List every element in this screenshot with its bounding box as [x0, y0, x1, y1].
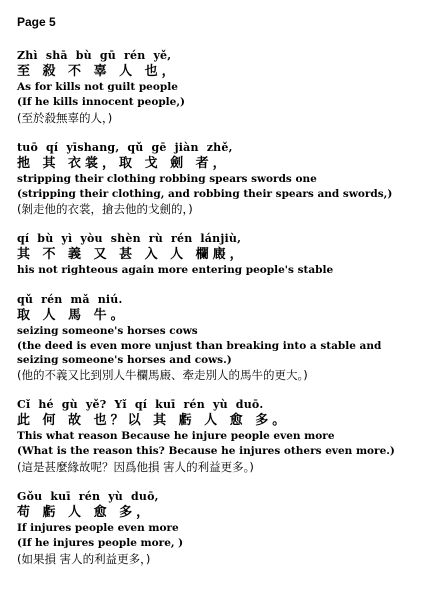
- verse-block-6: [17, 489, 417, 567]
- translation-line: (the deed is even more unjust than breaking into a stable and seizing someone's horses and cows.): [17, 340, 382, 366]
- translation-line: (If he kills innocent people,): [17, 96, 185, 108]
- chinese-translation-line: (如果損 害人的利益更多，): [17, 552, 151, 566]
- gloss-line: his not righteous again more entering people's stable: [17, 264, 334, 276]
- chinese-translation-line: (至於殺無辜的人，): [17, 111, 113, 125]
- chinese-translation-line: (他的不義又比到別人牛欄馬廄、牽走別人的馬牛的更大。): [17, 368, 308, 382]
- chinese-line: 至 殺 不 辜 人 也，: [17, 64, 179, 79]
- gloss-line: If injures people even more: [17, 522, 179, 534]
- document-page: [17, 14, 417, 581]
- verse-block-5: [17, 397, 417, 475]
- pinyin-line: qí bù yì yòu shèn rù rén lánjiù,: [17, 232, 242, 245]
- gloss-line: As for kills not guilt people: [17, 81, 178, 93]
- pinyin-line: Zhì shā bù gū rén yě,: [17, 49, 172, 62]
- pinyin-line: Cǐ hé gù yě? Yǐ qí kuī rén yù duō.: [17, 398, 264, 411]
- translation-line: (stripping their clothing, and robbing their spears and swords,): [17, 188, 393, 200]
- chinese-translation-line: (剝走他的衣裳，搶去他的戈劍的，): [17, 202, 193, 216]
- pinyin-line: Gǒu kuī rén yù duō,: [17, 490, 159, 503]
- chinese-line: 苟 虧 人 愈 多，: [17, 505, 154, 520]
- translation-line: (If he injures people more, ): [17, 537, 184, 549]
- chinese-translation-line: (這是甚麼緣故呢？因爲他損 害人的利益更多。): [17, 460, 254, 474]
- verse-block-1: [17, 48, 417, 126]
- chinese-line: 取 人 馬 牛。: [17, 308, 128, 323]
- chinese-line: 扡 其 衣裳，取 戈 劍 者，: [17, 156, 230, 171]
- pinyin-line: tuō qí yīshang, qǔ gē jiàn zhě,: [17, 141, 233, 154]
- chinese-line: 其 不 義 又 甚 入 人 欄廄，: [17, 247, 247, 262]
- pinyin-line: qǔ rén mǎ niú.: [17, 293, 123, 306]
- verse-block-2: [17, 140, 417, 217]
- gloss-line: This what reason Because he injure people even more: [17, 430, 335, 442]
- gloss-line: seizing someone's horses cows: [17, 325, 198, 337]
- translation-line: (What is the reason this? Because he injures others even more.): [17, 445, 395, 457]
- verse-block-4: [17, 292, 417, 383]
- gloss-line: stripping their clothing robbing spears swords one: [17, 173, 317, 185]
- chinese-line: 此 何 故 也？以 其 虧 人 愈 多。: [17, 413, 290, 428]
- verse-block-3: [17, 231, 417, 278]
- page-title: Page 5: [17, 15, 56, 29]
